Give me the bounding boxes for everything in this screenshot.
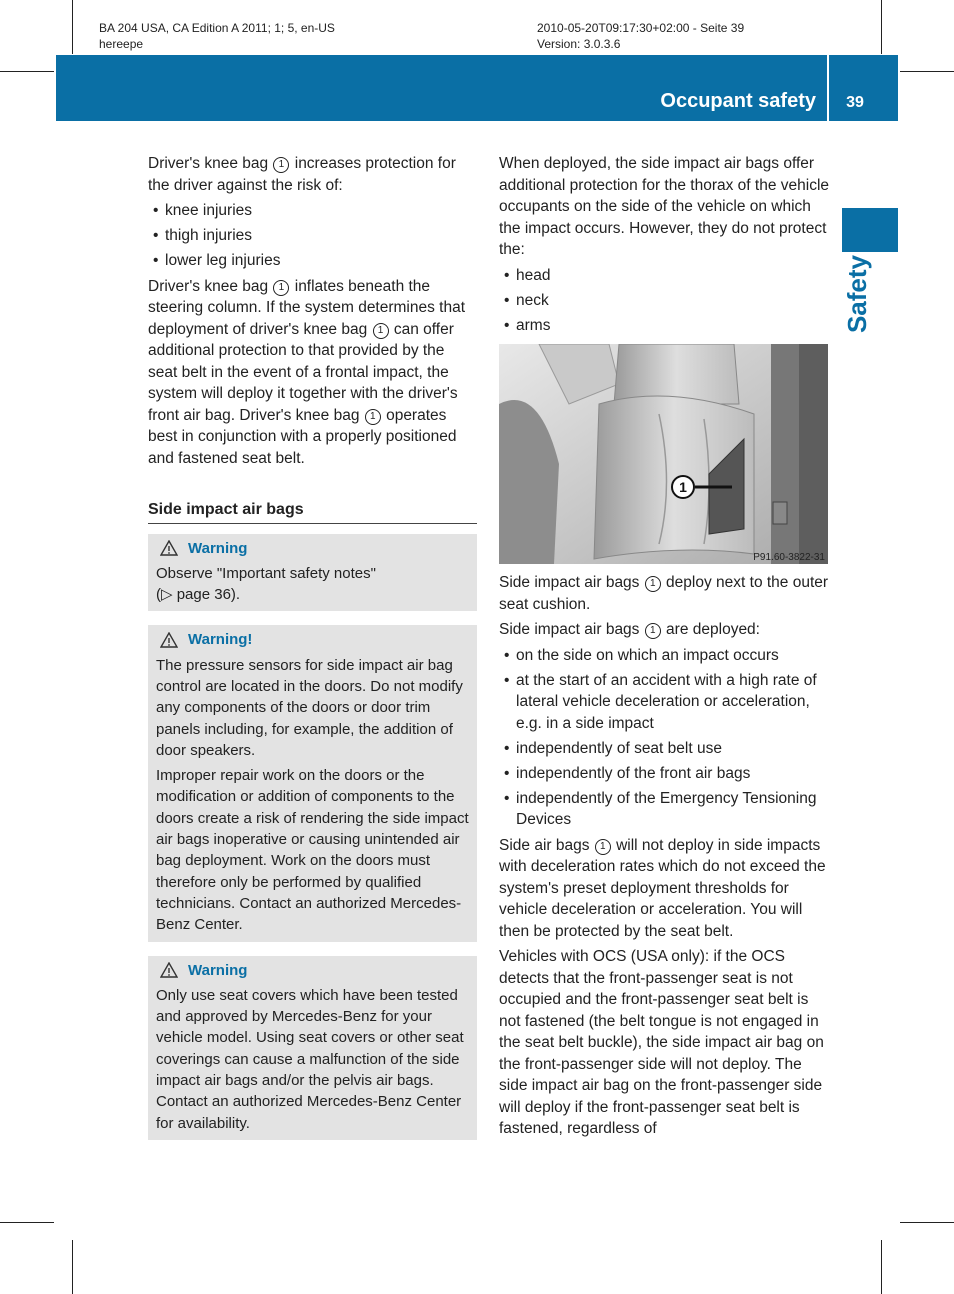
warning-triangle-icon bbox=[160, 962, 178, 978]
image-callout: 1 bbox=[679, 479, 687, 495]
list-item: • arms bbox=[499, 315, 829, 337]
warning-text: Only use seat covers which have been tested and approved by Mercedes-Benz for your vehicle model. Using seat covers or other seat coverings can cause a malfunction of the side impact air bags and/or the pelvis air bags. Contact an authorized Mercedes-Benz Center for availability. bbox=[156, 986, 464, 1132]
warning-title: Warning bbox=[156, 538, 469, 559]
list-item: • on the side on which an impact occurs bbox=[499, 645, 829, 667]
meta-line: hereepe bbox=[99, 37, 144, 51]
right-column bbox=[499, 153, 829, 1144]
seat-airbag-photo bbox=[499, 344, 828, 564]
warning-title: Warning! bbox=[156, 629, 469, 650]
meta-line: BA 204 USA, CA Edition A 2011; 1; 5, en-US bbox=[99, 21, 335, 35]
subsection-heading: Side impact air bags bbox=[148, 499, 477, 524]
list-item: • at the start of an accident with a high rate of lateral vehicle deceleration or acceleration, e.g. in a side impact bbox=[499, 670, 829, 735]
list-item: • neck bbox=[499, 290, 829, 312]
callout-1: 1 bbox=[595, 839, 611, 855]
warning-box bbox=[148, 625, 477, 941]
callout-1: 1 bbox=[645, 576, 661, 592]
paragraph: Side air bags 1 will not deploy in side impacts with deceleration rates which do not exceed the system's preset deployment thresholds for vehicle deceleration or acceleration. You will then be protected by the seat belt. bbox=[499, 836, 826, 940]
crop-mark bbox=[72, 0, 73, 54]
warning-triangle-icon bbox=[160, 540, 178, 556]
callout-1: 1 bbox=[273, 280, 289, 296]
paragraph: Driver's knee bag 1 inflates beneath the steering column. If the system determines that deployment of driver's knee bag 1 can offer additional protection to that provided by the seat belt in the event of a frontal impact, the system will deploy it together with the driver's front air bag. Driver's knee bag 1 operates best in conjunction with a properly positioned and fastened seat belt. bbox=[148, 277, 466, 467]
warning-text: Observe "Important safety notes" (▷ page 36). bbox=[156, 564, 376, 604]
crop-mark bbox=[0, 71, 54, 72]
paragraph: Side impact air bags 1 are deployed: bbox=[499, 621, 760, 638]
warning-triangle-icon bbox=[160, 632, 178, 648]
list-item: • lower leg injuries bbox=[148, 250, 477, 272]
paragraph: Driver's knee bag 1 increases protection for the driver against the risk of: bbox=[148, 155, 456, 194]
list-item: • independently of the front air bags bbox=[499, 763, 829, 785]
seat-illustration bbox=[499, 344, 828, 564]
warning-text: Improper repair work on the doors or the modification or addition of components to the doors create a risk of rendering the side impact air bags inoperative or causing unintended air bag deployment. Work on the doors must therefore only be performed by qualified technicians. Contact an authorized Mercedes-Benz Center. bbox=[156, 767, 469, 934]
meta-line: Version: 3.0.3.6 bbox=[537, 37, 621, 51]
left-column bbox=[148, 153, 477, 1154]
crop-mark bbox=[72, 1240, 73, 1294]
callout-1: 1 bbox=[273, 157, 289, 173]
crop-mark bbox=[881, 0, 882, 54]
paragraph: Vehicles with OCS (USA only): if the OCS detects that the front-passenger seat is not occupied and the front-passenger seat belt is not fastened (the belt tongue is not engaged in the seat belt buckle), the side impact air bag on the front-passenger side will not deploy. The side impact air bag on the front-passenger side will deploy if the front-passenger seat belt is fastened, regardless of bbox=[499, 948, 824, 1137]
list-item: • head bbox=[499, 265, 829, 287]
print-meta-right bbox=[537, 20, 744, 52]
crop-mark bbox=[0, 1222, 54, 1223]
page-number: 39 bbox=[846, 94, 864, 111]
list-item: • knee injuries bbox=[148, 200, 477, 222]
callout-1: 1 bbox=[365, 409, 381, 425]
callout-1: 1 bbox=[645, 623, 661, 639]
paragraph: Side impact air bags 1 deploy next to the outer seat cushion. bbox=[499, 574, 829, 613]
callout-1: 1 bbox=[373, 323, 389, 339]
crop-mark bbox=[881, 1240, 882, 1294]
warning-text: The pressure sensors for side impact air bag control are located in the doors. Do not modify any components of the doors or door trim panels including, for example, the addition of door speakers. bbox=[156, 656, 463, 759]
list-item: • independently of seat belt use bbox=[499, 738, 829, 760]
crop-mark bbox=[900, 71, 954, 72]
chapter-tab-label: Safety bbox=[842, 254, 872, 334]
paragraph: When deployed, the side impact air bags offer additional protection for the thorax of the vehicle occupants on the side of the vehicle on which the impact occurs. However, they do not protect the: bbox=[499, 155, 830, 258]
bullet-list bbox=[499, 265, 829, 337]
list-item: • thigh injuries bbox=[148, 225, 477, 247]
warning-box bbox=[148, 534, 477, 612]
print-meta-left bbox=[99, 20, 335, 52]
bullet-list bbox=[499, 645, 829, 831]
crop-mark bbox=[900, 1222, 954, 1223]
list-item: • independently of the Emergency Tensioning Devices bbox=[499, 788, 829, 831]
section-title: Occupant safety bbox=[660, 90, 816, 112]
meta-line: 2010-05-20T09:17:30+02:00 - Seite 39 bbox=[537, 21, 745, 35]
warning-box bbox=[148, 956, 477, 1140]
image-code: P91.60-3822-31 bbox=[753, 552, 825, 563]
bullet-list bbox=[148, 200, 477, 272]
warning-title: Warning bbox=[156, 960, 469, 981]
page-reference-link[interactable]: (▷ page 36). bbox=[156, 586, 241, 604]
